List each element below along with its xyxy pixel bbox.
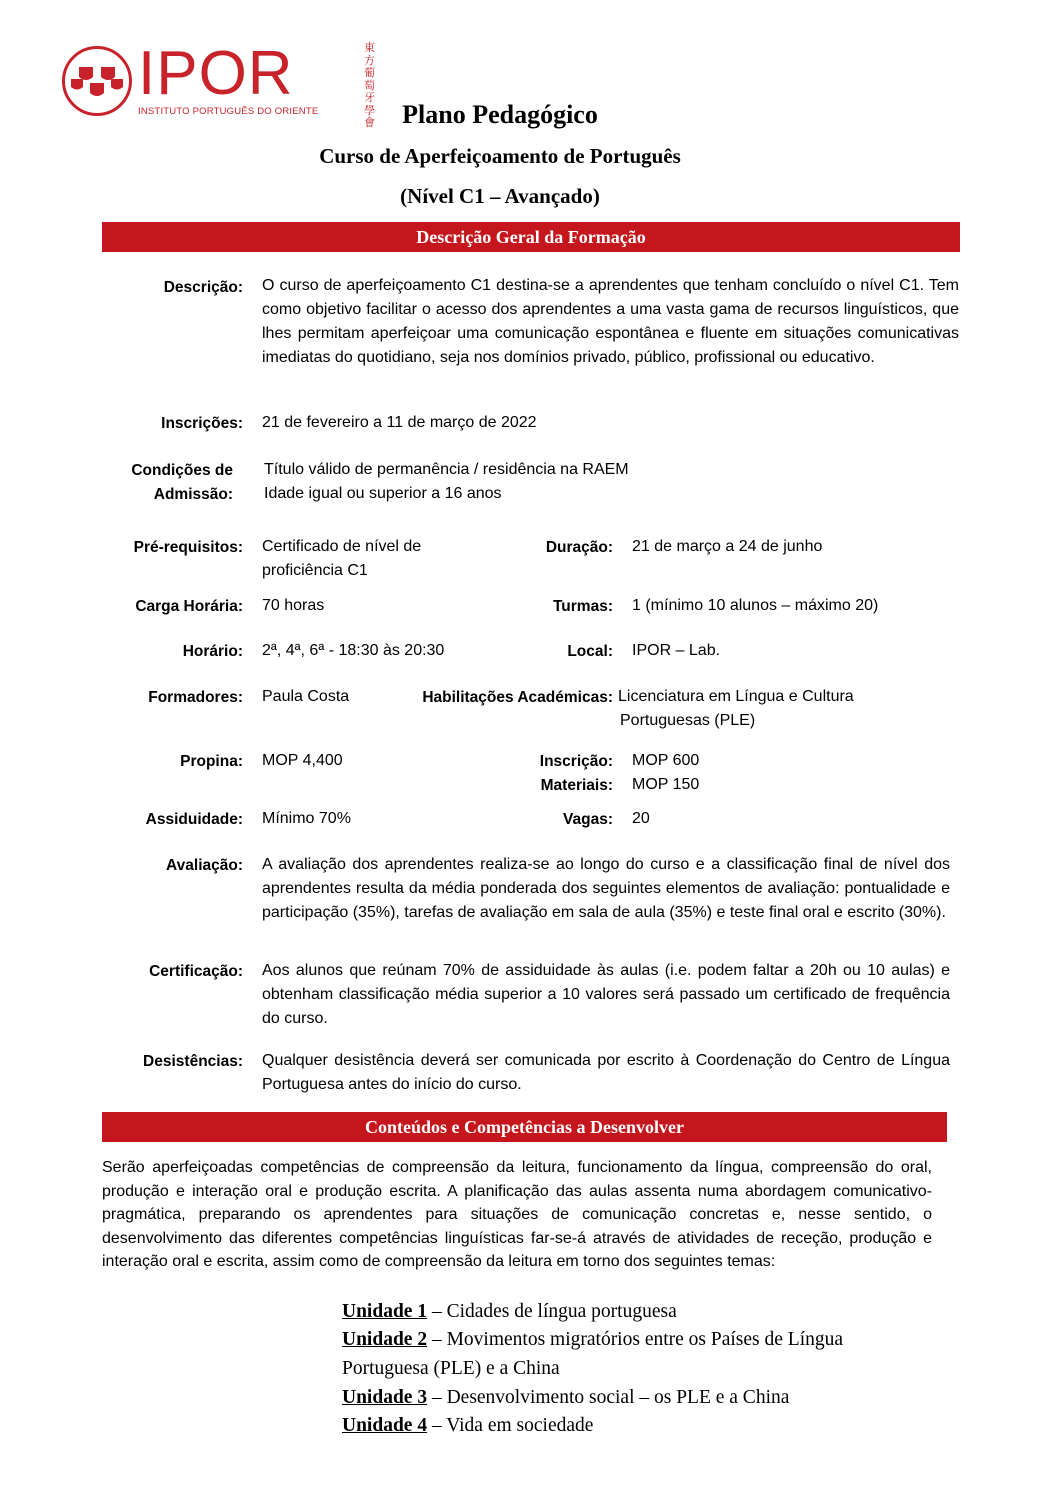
- horario-label: Horário:: [182, 643, 243, 660]
- unit-2: [342, 1326, 843, 1354]
- propina-label: Propina:: [180, 753, 243, 770]
- logo-chinese: 東方葡萄牙學會: [364, 42, 375, 129]
- descricao-label: Descrição:: [163, 279, 243, 296]
- unit-1-label: Unidade 1: [342, 1301, 428, 1322]
- document-title: Plano Pedagógico: [402, 100, 598, 129]
- formadores-label: Formadores:: [148, 689, 243, 706]
- prereq-value-1: Certificado de nível de: [262, 538, 422, 555]
- certificacao-value: Aos alunos que reúnam 70% de assiduidade às aulas (i.e. podem faltar a 20h ou 10 aulas) e obtenham classificação média superior a 10 valores será passado um certificado de frequência do curso.: [262, 962, 950, 1027]
- unit-2-text: – Movimentos migratórios entre os Países de Língua: [427, 1329, 844, 1350]
- formadores-value: Paula Costa: [262, 688, 350, 705]
- inscricao-label: Inscrição:: [539, 753, 613, 770]
- inscricoes-label: Inscrições:: [161, 415, 243, 432]
- habilitacoes-value-1: Licenciatura em Língua e Cultura: [618, 688, 854, 705]
- turmas-label: Turmas:: [552, 598, 613, 615]
- carga-value: 70 horas: [262, 597, 325, 614]
- habilitacoes-label: Habilitações Académicas:: [422, 689, 613, 706]
- carga-label: Carga Horária:: [135, 598, 243, 615]
- habilitacoes-value-2: Portuguesas (PLE): [620, 712, 756, 729]
- local-value: IPOR – Lab.: [632, 642, 721, 659]
- propina-value: MOP 4,400: [262, 752, 343, 769]
- unit-1: [342, 1298, 677, 1326]
- avaliacao-label: Avaliação:: [166, 857, 243, 874]
- desistencias-value: Qualquer desistência deverá ser comunicada por escrito à Coordenação do Centro de Língua Portuguesa antes do início do curso.: [262, 1052, 950, 1093]
- descricao-value: O curso de aperfeiçoamento C1 destina-se a aprendentes que tenham concluído o nível C1. Tem como objetivo facilitar o acesso dos aprendentes a uma vasta gama de recursos linguísticos, que lhes permitam aperfeiçoar uma comunicação espontânea e fluente em situações comunicativas imediatas do quotidiano, seja nos domínios privado, público, profissional ou educativo.: [262, 277, 959, 366]
- unit-1-text: – Cidades de língua portuguesa: [427, 1301, 677, 1322]
- prereq-value-2: proficiência C1: [262, 562, 368, 579]
- unit-3-text: – Desenvolvimento social – os PLE e a China: [427, 1387, 790, 1408]
- avaliacao-value: A avaliação dos aprendentes realiza-se ao longo do curso e a classificação final de nível dos aprendentes resulta da média ponderada dos seguintes elementos de avaliação: pontualidade e participação (35%), tarefas de avaliação em sala de aula (35%) e teste final oral e escrito (30%).: [262, 856, 950, 921]
- section-heading-contents: Conteúdos e Competências a Desenvolver: [102, 1112, 947, 1142]
- vagas-label: Vagas:: [563, 811, 613, 828]
- certificacao-label: Certificação:: [149, 963, 243, 980]
- prereq-label: Pré-requisitos:: [133, 539, 243, 556]
- turmas-value: 1 (mínimo 10 alunos – máximo 20): [632, 597, 879, 614]
- desistencias-label: Desistências:: [143, 1053, 243, 1070]
- unit-2-label: Unidade 2: [342, 1329, 428, 1350]
- assiduidade-label: Assiduidade:: [145, 811, 243, 828]
- condicoes-value-1: Título válido de permanência / residência na RAEM: [264, 461, 629, 478]
- condicoes-label-1: Condições de: [131, 462, 233, 479]
- unit-3: [342, 1384, 789, 1412]
- document-level: (Nível C1 – Avançado): [400, 184, 600, 208]
- local-label: Local:: [567, 643, 613, 660]
- unit-4-text: – Vida em sociedade: [427, 1415, 594, 1436]
- materiais-label: Materiais:: [540, 777, 613, 794]
- materiais-value: MOP 150: [632, 776, 700, 793]
- vagas-value: 20: [632, 810, 650, 827]
- unit-4: [342, 1412, 593, 1440]
- logo-wordmark: IPOR: [138, 39, 294, 108]
- inscricoes-value: 21 de fevereiro a 11 de março de 2022: [262, 414, 537, 431]
- duracao-value: 21 de março a 24 de junho: [632, 538, 823, 555]
- document-subtitle: Curso de Aperfeiçoamento de Português: [319, 144, 681, 168]
- unit-3-label: Unidade 3: [342, 1387, 428, 1408]
- condicoes-value-2: Idade igual ou superior a 16 anos: [264, 485, 502, 502]
- section-heading-general: Descrição Geral da Formação: [102, 222, 960, 252]
- unit-4-label: Unidade 4: [342, 1415, 428, 1436]
- inscricao-value: MOP 600: [632, 752, 700, 769]
- horario-value: 2ª, 4ª, 6ª - 18:30 às 20:30: [262, 642, 445, 659]
- condicoes-label-2: Admissão:: [153, 486, 233, 503]
- contents-paragraph: Serão aperfeiçoadas competências de compreensão da leitura, funcionamento da língua, compreensão do oral, produção e interação oral e produção escrita. A planificação das aulas assenta numa abordagem comunicativo-pragmática, preparando os aprendentes para situações de comunicação concretas e, nesse sentido, o desenvolvimento das diferentes competências linguísticas far-se-á através de atividades de receção, produção e interação oral e escrita, assim como de compreensão da leitura em torno dos seguintes temas:: [102, 1159, 932, 1270]
- unit-2-continued: Portuguesa (PLE) e a China: [342, 1358, 560, 1379]
- logo-subtitle: INSTITUTO PORTUGUÊS DO ORIENTE: [138, 106, 319, 117]
- duracao-label: Duração:: [545, 539, 613, 556]
- assiduidade-value: Mínimo 70%: [262, 810, 351, 827]
